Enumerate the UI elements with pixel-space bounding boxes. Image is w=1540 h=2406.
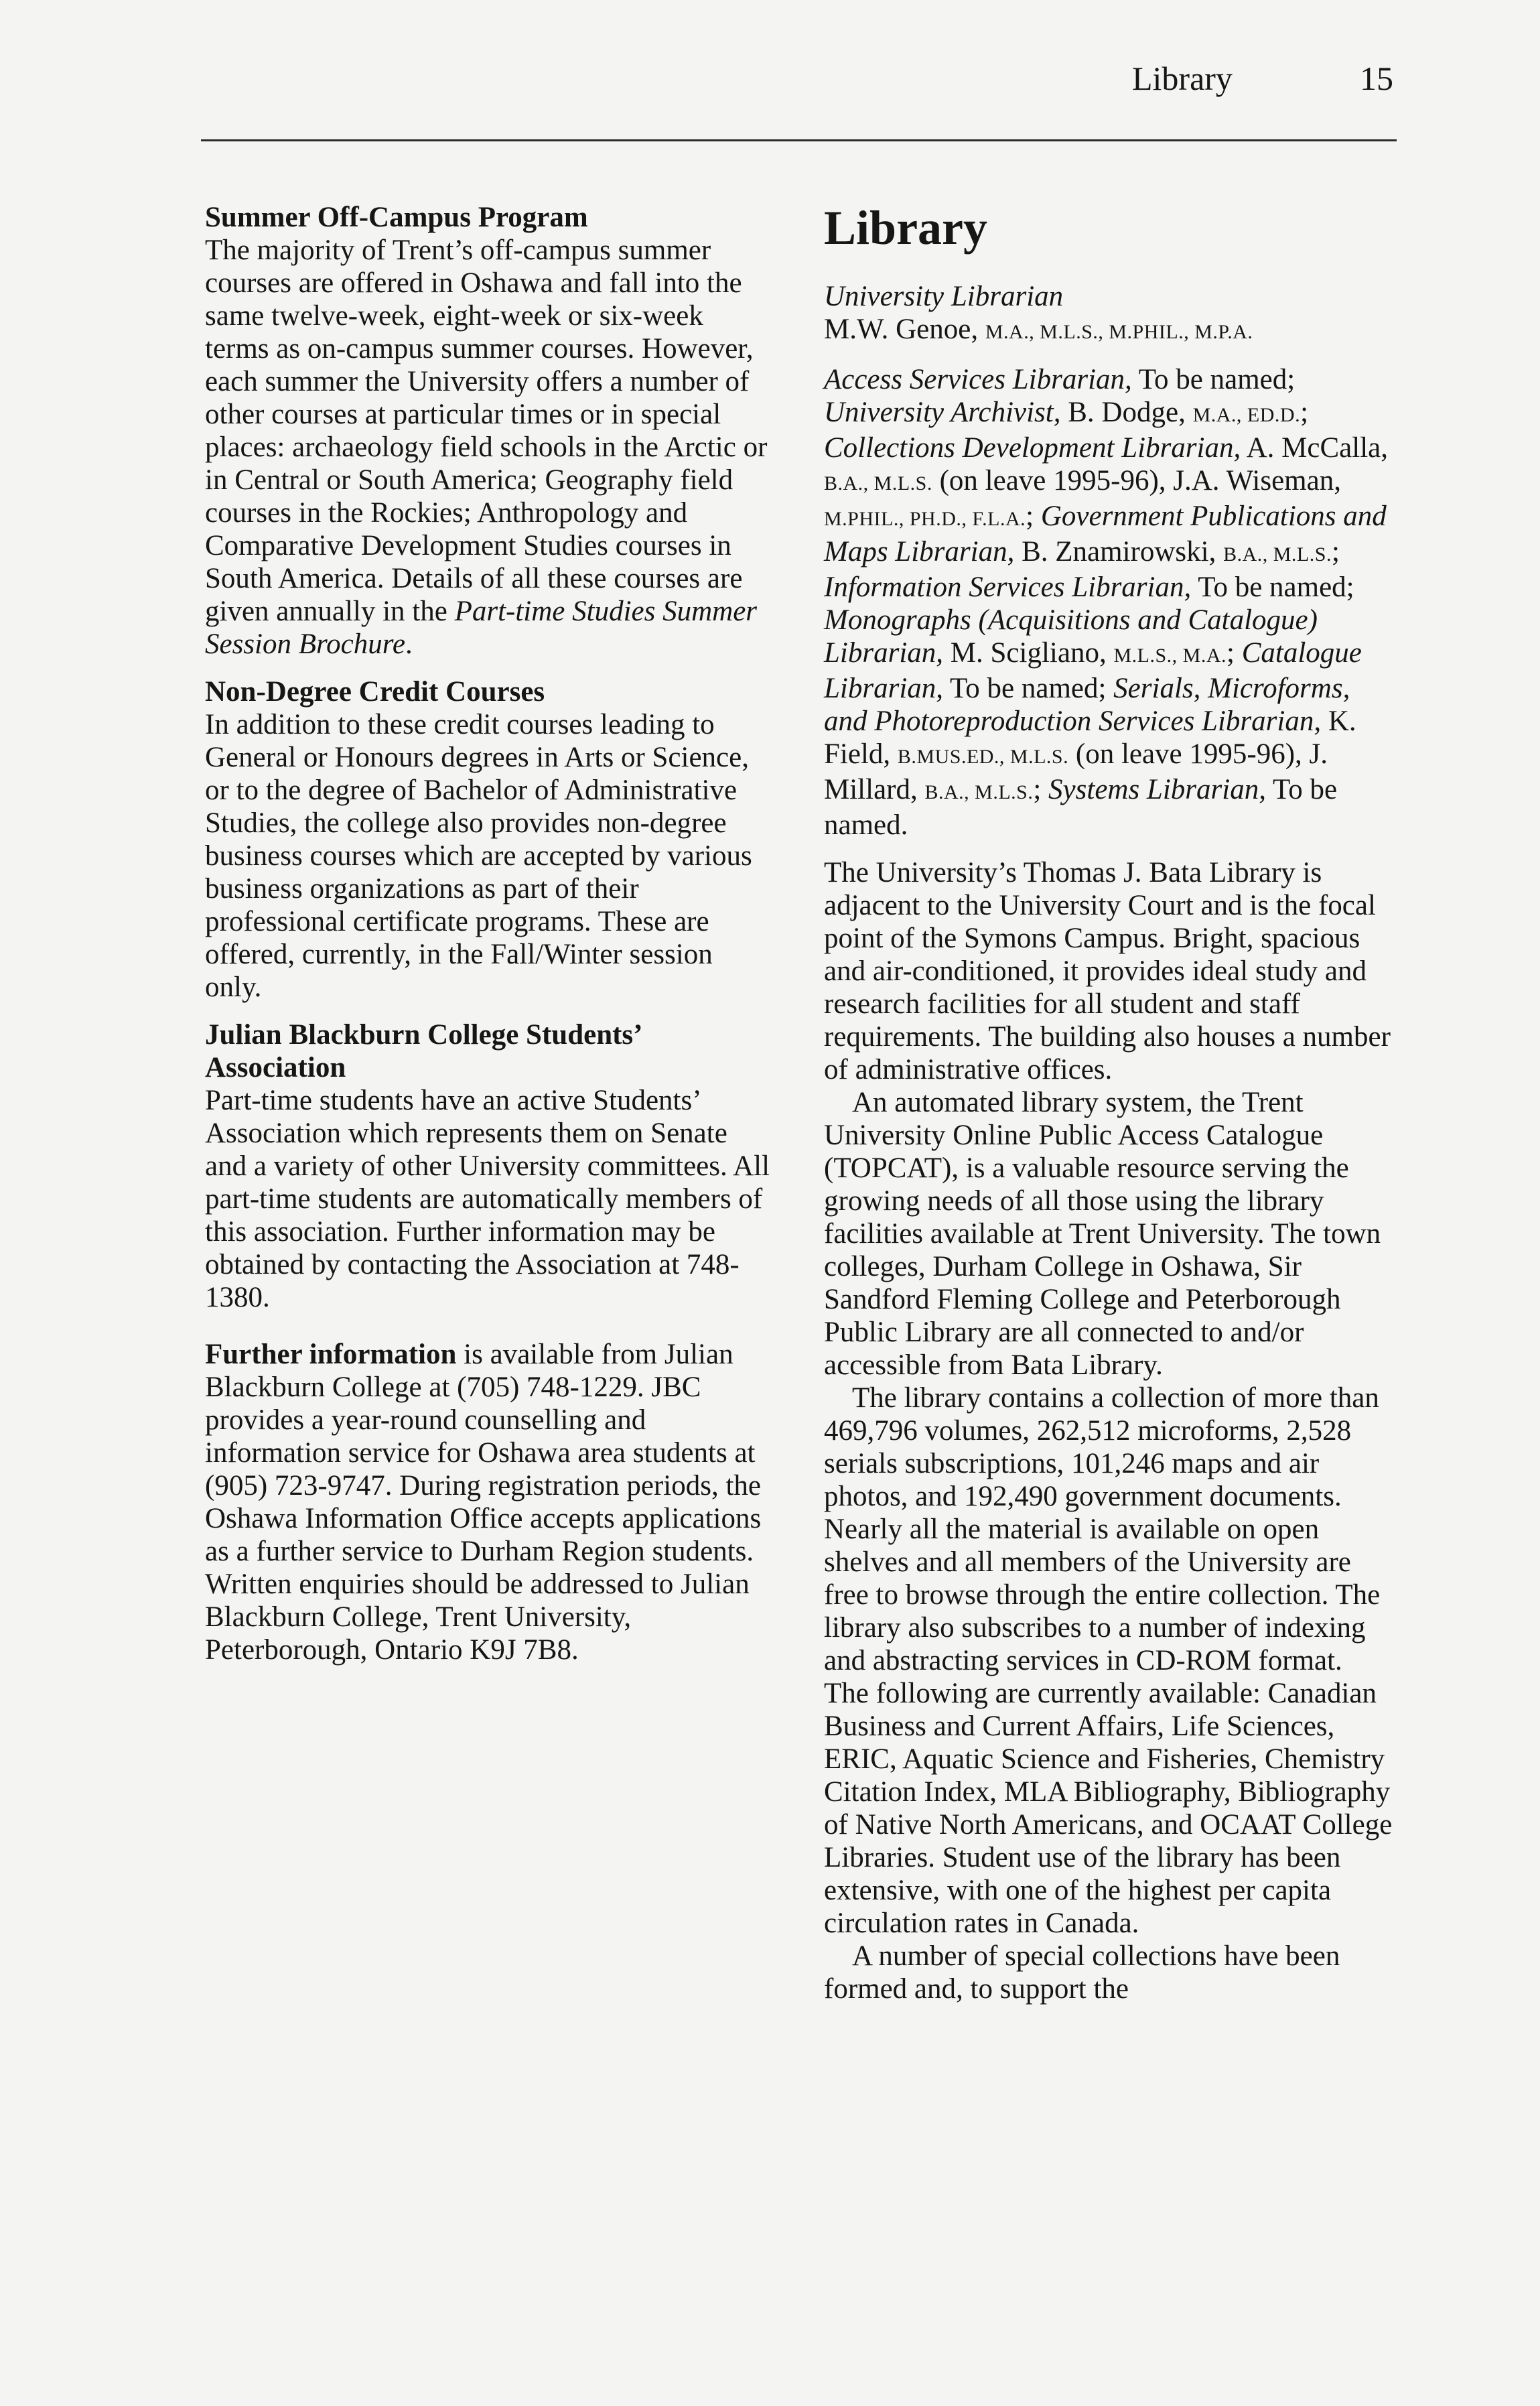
librarian-title: University Librarian	[824, 281, 1064, 312]
section-summer-off-campus	[205, 201, 771, 661]
running-header	[1045, 59, 1393, 106]
header-rule	[201, 139, 1397, 141]
section-text-body: The majority of Trent’s off-campus summer courses are offered in Oshawa and fall into the same twelve-week, eight-week or six-week terms as on-campus summer courses. However, each summer the University offers a number of other courses at particular times or in special places: archaeology field schools in the Arctic or in Central or South America; Geography field courses in the Rockies; Anthropology and Comparative Development Studies courses in South America. Details of all these courses are given annually in the	[205, 235, 768, 627]
staff-name: To be named;	[1191, 572, 1354, 603]
staff-sep: ;	[1033, 774, 1049, 805]
staff-degrees: B.A., M.L.S.	[1223, 543, 1332, 565]
staff-role: University Archivist,	[824, 397, 1061, 428]
staff-degrees: B.MUS.ED., M.L.S.	[897, 746, 1069, 768]
right-column	[824, 201, 1393, 2005]
librarian-entry	[824, 280, 1393, 348]
staff-name: K. Field,	[824, 706, 1356, 770]
staff-role: Collections Development Librarian,	[824, 432, 1241, 464]
library-paragraph: A number of special collections have been formed and, to support the	[824, 1940, 1340, 2005]
lead-in: Further information	[205, 1339, 457, 1370]
staff-name: (on leave 1995-96), J.A. Wiseman,	[932, 465, 1341, 496]
section-heading: Summer Off-Campus Program	[205, 202, 588, 233]
staff-sep: ;	[1026, 500, 1041, 532]
staff-sep: ;	[1300, 397, 1309, 428]
staff-name: B. Znamirowski,	[1014, 536, 1224, 567]
staff-degrees: M.L.S., M.A.	[1113, 645, 1227, 667]
staff-degrees: M.A., ED.D.	[1192, 404, 1301, 426]
section-text	[205, 234, 771, 661]
staff-degrees: M.PHIL., PH.D., F.L.A.	[824, 508, 1026, 530]
staff-text	[824, 363, 1393, 842]
library-paragraph: An automated library system, the Trent University Online Public Access Catalogue (TOPCAT), is a valuable resource serving the growing needs of all those using the library facilities available at Trent University. The town colleges, Durham College in Oshawa, Sir Sandford Fleming College and Peterborough Public Library are all connected to and/or accessible from Bata Library.	[824, 1087, 1381, 1381]
brochure-title: Part-time Studies Summer Session Brochure	[205, 596, 758, 660]
page-number: 15	[1360, 60, 1393, 97]
staff-sep: ;	[1331, 536, 1340, 567]
section-text-body: is available from Julian Blackburn College at (705) 748-1229. JBC provides a year-round counselling and information service for Oshawa area students at (905) 723-9747. During registration periods, the Oshawa Information Office accepts applications as a further service to Durham Region students. Written enquiries should be addressed to Julian Blackburn College, Trent University, Peterborough, Ontario K9J 7B8.	[205, 1339, 762, 1666]
left-column	[205, 201, 771, 1681]
staff-name: (on leave 1995-96), J. Millard,	[824, 738, 1328, 805]
section-text-end: .	[405, 628, 413, 660]
staff-name: M. Scigliano,	[943, 637, 1114, 669]
librarian-name: M.W. Genoe,	[824, 314, 985, 345]
section-heading: Non-Degree Credit Courses	[205, 676, 545, 708]
staff-list	[824, 363, 1393, 842]
staff-degrees: B.A., M.L.S.	[924, 781, 1034, 803]
staff-role: Systems Librarian,	[1048, 774, 1266, 805]
staff-name: A. McCalla,	[1241, 432, 1388, 464]
staff-role: Serials, Microforms, and Photoreproduction Services Librarian,	[824, 673, 1350, 737]
staff-role: Monographs (Acquisitions and Catalogue) Librarian,	[824, 604, 1318, 669]
staff-name: To be named;	[943, 673, 1114, 704]
section-further-information	[205, 1338, 771, 1666]
section-text: Part-time students have an active Students’ Association which represents them on Senate and a variety of other University committees. All part-time students are automatically members of this association. Further information may be obtained by contacting the Association at 748-1380.	[205, 1085, 770, 1313]
staff-role: Information Services Librarian,	[824, 572, 1192, 603]
staff-name: B. Dodge,	[1060, 397, 1193, 428]
section-heading: Julian Blackburn College Students’ Association	[205, 1019, 641, 1083]
librarian-name-line	[824, 313, 1393, 348]
staff-role: Government Publications and Maps Librarian,	[824, 500, 1387, 567]
staff-sep: ;	[1226, 637, 1242, 669]
library-paragraph: The University’s Thomas J. Bata Library is adjacent to the University Court and is the focal point of the Symons Campus. Bright, spacious and air-conditioned, it provides ideal study and research facilities for all student and staff requirements. The building also houses a number of administrative offices.	[824, 857, 1391, 1085]
running-header-section: Library	[1132, 60, 1233, 97]
section-non-degree	[205, 675, 771, 1004]
staff-name: To be named.	[824, 774, 1338, 841]
staff-role: Access Services Librarian,	[824, 364, 1132, 395]
page-title: Library	[824, 201, 987, 255]
staff-name: To be named;	[1131, 364, 1296, 395]
librarian-degrees: M.A., M.L.S., M.PHIL., M.P.A.	[985, 321, 1253, 343]
section-text: In addition to these credit courses leading to General or Honours degrees in Arts or Science, or to the degree of Bachelor of Administrative Studies, the college also provides non-degree business courses which are accepted by various business organizations as part of their professional certificate programs. These are offered, currently, in the Fall/Winter session only.	[205, 709, 752, 1003]
section-text	[205, 1338, 771, 1666]
staff-degrees: B.A., M.L.S.	[824, 472, 932, 494]
staff-role: Catalogue Librarian,	[824, 637, 1362, 704]
section-students-association	[205, 1018, 771, 1314]
library-paragraph: The library contains a collection of more than 469,796 volumes, 262,512 microforms, 2,528 serials subscriptions, 101,246 maps and air photos, and 192,490 government documents. Nearly all the material is available on open shelves and all members of the University are free to browse through the entire collection. The library also subscribes to a number of indexing and abstracting services in CD-ROM format. The following are currently available: Canadian Business and Current Affairs, Life Sciences, ERIC, Aquatic Science and Fisheries, Chemistry Citation Index, MLA Bibliography, Bibliography of Native North Americans, and OCAAT College Libraries. Student use of the library has been extensive, with one of the highest per capita circulation rates in Canada.	[824, 1382, 1393, 1939]
